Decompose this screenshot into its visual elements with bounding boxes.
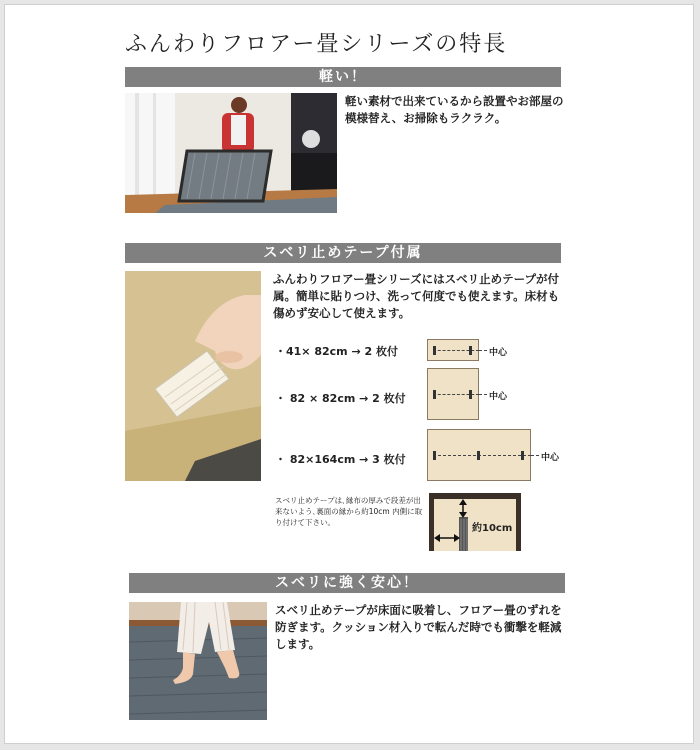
tape-placement-note: スベリ止めテープは､縁布の厚みで段差が出来ないよう､裏面の縁から約10cm 内側に取り付けて下さい｡: [275, 496, 423, 527]
tape-mark: [469, 346, 472, 355]
photo-walking-on-mat: [129, 602, 267, 720]
center-label: 中心: [489, 392, 508, 402]
tape-description: ふんわりフロアー畳シリーズにはスベリ止めテープが付属。簡単に貼りつけ、洗って何度でも使えます。床材も傷めず安心して使えます。: [273, 272, 560, 320]
tape-mark: [521, 451, 524, 460]
section-heading-light: 軽い！: [125, 67, 561, 87]
center-pointer: [479, 394, 487, 395]
tape-mark: [433, 390, 436, 399]
center-line: [433, 394, 479, 395]
safe-description: スベリ止めテープが床面に吸着し、フロアー畳のずれを防ぎます。クッション材入りで転んだ時でも衝撃を軽減します。: [275, 603, 562, 651]
spec-label-82x82: ・ 82 × 82cm → 2 枚付: [275, 392, 406, 405]
center-label: 中心: [541, 453, 560, 463]
tape-mark: [433, 451, 436, 460]
center-pointer: [531, 455, 539, 456]
center-line: [433, 350, 479, 351]
spec-label-82x164: ・ 82×164cm → 3 枚付: [275, 453, 406, 466]
spec-label-41x82: ・41× 82cm → 2 枚付: [275, 345, 399, 358]
tape-mark: [469, 390, 472, 399]
center-line: [433, 455, 531, 456]
distance-label: 約10cm: [472, 523, 513, 534]
light-description: 軽い素材で出来ているから設置やお部屋の模様替え、お掃除もラクラク。: [345, 94, 564, 125]
page: [4, 4, 694, 744]
center-pointer: [479, 350, 487, 351]
page-title: ふんわりフロアー畳シリーズの特長: [125, 32, 508, 57]
photo-woman-carrying-mat: [125, 93, 337, 213]
photo-applying-tape: [125, 271, 261, 481]
section-heading-safe: スベリに強く安心！: [129, 573, 565, 593]
section-heading-tape: スベリ止めテープ付属: [125, 243, 561, 263]
center-label: 中心: [489, 348, 508, 358]
tape-mark: [433, 346, 436, 355]
tape-mark: [477, 451, 480, 460]
